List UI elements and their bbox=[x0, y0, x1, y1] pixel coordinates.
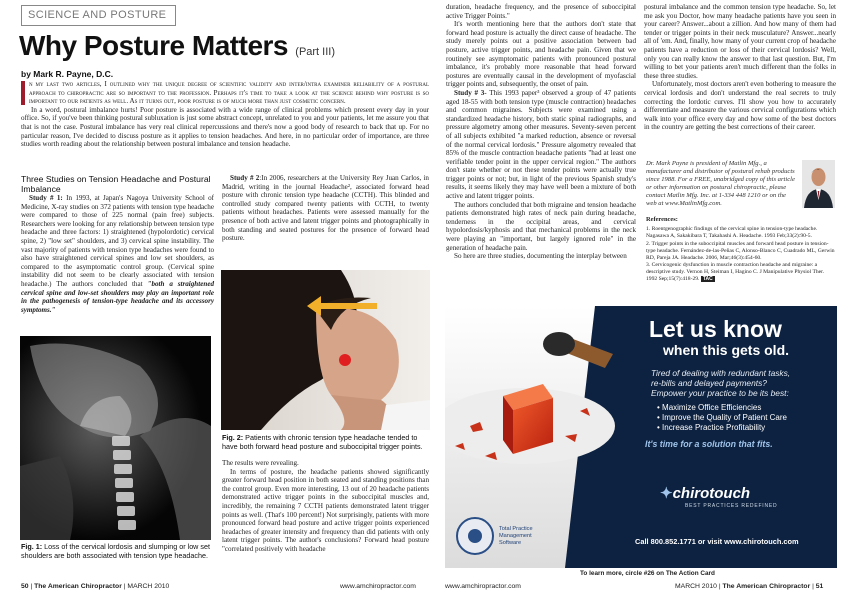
issue-date-left: MARCH 2010 bbox=[127, 583, 170, 590]
brand-name: chirotouch bbox=[672, 485, 751, 502]
reference-item: 1. Roentgenographic findings of the cervical spine in tension-type headache. Nagasawa A, Sakakibara T, Takahashi A. Headache. 1993 Feb;33(2):90-5. bbox=[646, 225, 818, 239]
xray-image bbox=[20, 336, 211, 540]
study-1-text: In 1993, at Japan's Nagoya University School of Medicine, X-ray studies on 372 patients with tension type headache were compared to those of 225 normal (pain free) subjects. Researchers were looking for any relationship between tension type headache and three factors: 1) straightened (hypolordotic) cervical spine, 2) "low set" shoulders, and 3) cervical spine instability. The vast majority of patients with tension type headaches were found to also have straightened cervical spines and low set shoulders, as compared to the asymptomatic control group. (Cervical spine instability did not seem to be clearly associated with tension headache.) The authors concluded that bbox=[21, 194, 215, 288]
results-paragraph: The results were revealing. bbox=[222, 459, 299, 467]
study-2-text: :In 2006, researchers at the University Rey Juan Carlos, in Madrid, writing in the journal Headache², associated forward head posture with chronic tension type headache (CCTH). This blinded and controlled study compared twenty patients with CCTH, to twenty patients without headaches. Patients were assessed manually for the presence of both active and latent trigger points and photographically in both standing and seated postures for the presence of forward head posture. bbox=[222, 174, 429, 243]
action-card-note: To learn more, circle #26 on The Action Card bbox=[580, 570, 715, 577]
study-2-label: Study # 2 bbox=[230, 174, 260, 182]
ad-bullet-text: Increase Practice Profitability bbox=[662, 423, 766, 432]
issue-date-right: MARCH 2010 bbox=[675, 583, 717, 590]
study-1-quote: "both a straightened cervical spine and low-set shoulders may play an important role in the pathogenesis of tension-type headache and its accessory symptoms." bbox=[21, 279, 215, 314]
col3-paragraph-5: So here are three studies, documenting the interplay between bbox=[454, 252, 627, 261]
author-bio: Dr. Mark Payne is president of Matlin Mfg., a manufacturer and distributor of postural rehab products since 1988. For a FREE, unabridged copy of this article or other information on postural chiropractic, please contact Matlin Mfg. Inc. at 1-334 448 1210 or on the web at www.MatlinMfg.com. bbox=[646, 160, 795, 207]
brand-slogan: BEST PRACTICES REDEFINED bbox=[685, 503, 778, 509]
chirotouch-mark-icon: ✦ bbox=[660, 485, 673, 502]
study-2-paragraph bbox=[222, 174, 429, 243]
study-1-label: Study # 1: bbox=[29, 194, 63, 202]
chirotouch-logo bbox=[660, 484, 750, 503]
figure-2-caption bbox=[222, 434, 430, 451]
folio-left: 50 | The American Chiropractor | MARCH 2010 bbox=[21, 583, 170, 590]
reference-item bbox=[646, 262, 836, 283]
section-tag: SCIENCE AND POSTURE bbox=[21, 5, 176, 26]
column-2 bbox=[222, 174, 429, 243]
forward-arrow-shaft bbox=[315, 303, 377, 309]
reference-text: 3. Cervicogenic dysfunction in muscle contraction headache and migraine: a descriptive study. Vernon H, Steiman I, Hagino C. J Manipulative Physiol Ther. 1992 Sep;15(7):418-29. bbox=[646, 262, 825, 283]
ad-headline-2: when this gets old. bbox=[663, 342, 790, 358]
intro-paragraph-1: n my last two articles, I outlined why the unique degree of scientific validity and inter/intra examiner reliability of a postural approach to chiropractic are so important to the profession. Perhaps it's time to take a look at the science behind why posture is so important to our patients as well. As it turns out, poor posture is of much more than just cosmetic concern. bbox=[29, 80, 429, 106]
study-3-paragraph bbox=[446, 89, 636, 201]
section-heading: Three Studies on Tension Headache and Postural Imbalance bbox=[21, 174, 211, 194]
badge-line-3: Software bbox=[499, 540, 522, 546]
column-1 bbox=[21, 194, 214, 314]
title-main: Why Posture Matters bbox=[19, 30, 288, 61]
xray-illustration bbox=[20, 336, 211, 540]
intro-paragraph-2: In a word, postural imbalance hurts! Poor posture is associated with a wide range of clinical problems which present every day in your office. So, if you've been thinking postural subluxation is just some abstract concept, unrelated to you and your patients, let me assure you that that is not the case. Postural imbalance has very real clinical repercussions and there's now a good body of research to back that up. For no particular reason, I've decided to discuss posture as it applies to tension headaches. And here, in no particular order of importance, are three studies worth reading about the relationship between postural imbalance and tension headache. bbox=[21, 105, 429, 149]
ad-subhead-1: Tired of dealing with redundant tasks, bbox=[651, 368, 791, 378]
column-4 bbox=[644, 3, 836, 132]
study-1-paragraph bbox=[21, 194, 214, 314]
url-left: www.amchiropractor.com bbox=[340, 583, 416, 590]
title-sub: (Part III) bbox=[295, 46, 336, 58]
page-number-right: 51 bbox=[815, 583, 824, 590]
fig-2-label: Fig. 2: bbox=[222, 433, 244, 442]
study-3-text: This 1993 paper³ observed a group of 47 patients aged 18-55 with both tension type (muscle contraction) headaches and common migraines. Subjects were examined using a standardized headache history, both static spinal radiographs, and pressure algometry among other measures. Seventy-seven percent of all subjects exhibited "a marked reduction, absence or reversal of the normal cervical lordosis." Pressure algometry revealed that 85% of the muscle contraction headache patients "had at least one verifiable tender point in the upper cervical region." The authors don't state whether or not these tender points were actually true trigger points or not; but, in light of the previous Spanish study's results, it seems likely they may have well been a mixture of both active and latent trigger points. bbox=[446, 88, 636, 201]
trigger-point-marker bbox=[339, 354, 351, 366]
ad-phone-cta[interactable]: Call 800.852.1771 or visit www.chirotouch.com bbox=[635, 537, 799, 546]
ad-tagline: It's time for a solution that fits. bbox=[645, 439, 773, 449]
ad-subhead-3: Empower your practice to be its best: bbox=[651, 388, 789, 398]
url-right: www.amchiropractor.com bbox=[445, 583, 521, 590]
col3-paragraph-4: The authors concluded that both migraine and tension headache patients demonstrated high rates of neck pain during headache, tenderness in the occipital areas, and cervical hypolordosis/kyphosis and that mechanical problems in the neck were playing an "important, but largely ignored role" in the generation of headache pain. bbox=[446, 200, 636, 252]
page-number-left: 50 bbox=[21, 583, 29, 590]
col4-paragraph-2: Unfortunately, most doctors aren't even bothering to measure the cervical lordosis and don't understand the real secrets to truly correcting the lordotic curves. I'll show you how to accurately differentiate and measure the various cervical configurations which walk into your office every day and how some of the best doctors in the country are getting the best corrections of their career. bbox=[644, 80, 836, 132]
posture-photo-illustration bbox=[221, 270, 430, 430]
ad-bullet-text: Improve the Quality of Patient Care bbox=[662, 413, 787, 422]
col3-paragraph-1: duration, headache frequency, and the presence of suboccipital active Trigger Points." bbox=[446, 3, 636, 20]
byline: by Mark R. Payne, D.C. bbox=[21, 69, 114, 79]
chirotouch-advertisement[interactable] bbox=[445, 306, 837, 568]
magazine-name-left: The American Chiropractor bbox=[34, 583, 122, 590]
results-detail-paragraph: In terms of posture, the headache patients showed significantly greater forward head position in both seated and standing positions than the control group. Even more interesting, 13 out of 20 headache patients demonstrated active trigger points in the suboccipital muscles and, incredibly, the remaining 7 CCTH patients demonstrated latent trigger points as well. (That's 100 percent!) Not surprisingly, patients with more pronounced forward head posture and active trigger points experienced headaches of greater intensity and frequency than did patients with only latent trigger points. The author's conclusions? Forward head posture "correlated positively with headache bbox=[222, 467, 429, 553]
fig-1-label: Fig. 1: bbox=[21, 542, 43, 551]
ad-bullet: • Maximize Office Efficiencies bbox=[657, 403, 762, 412]
badge-line-2: Management bbox=[499, 533, 532, 539]
ad-subhead-2: re-bills and delayed payments? bbox=[651, 378, 767, 388]
intro bbox=[21, 80, 429, 149]
references-heading: References: bbox=[646, 216, 678, 223]
headshot-illustration bbox=[802, 160, 835, 208]
ad-headline-1: Let us know bbox=[649, 316, 782, 342]
posture-photo bbox=[221, 270, 430, 430]
fig-2-text: Patients with chronic tension type headache tended to have both forward head posture and suboccipital trigger points. bbox=[222, 433, 423, 451]
author-headshot bbox=[802, 160, 835, 208]
col4-paragraph-1: postural imbalance and the common tension type headache. So, let me ask you Doctor, how many headache patients have you seen in your career? Answer...about a zillion. And how many of them had tender or trigger points in their neck musculature? Answer...nearly all of 'em. And, finally, how many of your current crop of headache patients have a reduction or loss of their cervical lordosis? Well, only you can really know the answer to that last question. But, I'm willing to bet your patients aren't much different than the folks in these three studies. bbox=[644, 3, 836, 80]
col3-paragraph-2: It's worth mentioning here that the authors don't state that forward head posture is actually the direct cause of headache. The study merely points out a positive association between bad posture, active trigger points, and headache pain. Given that we routinely see asymptomatic patients with pronounced postural imbalance, it's probably more reasonable that head forward postures are eventually causal in the development of myofascial trigger points and, subsequently, the onset of pain. bbox=[446, 20, 636, 89]
column-2-continued bbox=[222, 459, 429, 554]
reference-item: 2. Trigger points in the suboccipital muscles and forward head posture in tension-type headache. Fernández-de-las-Peñas C, Alonso-Blanco C, Cuadrado ML, Gerwin RD, Pareja JA. Headache. 2006, Mar;46(3):454-60. bbox=[646, 240, 835, 261]
article-title bbox=[19, 30, 335, 62]
column-3 bbox=[446, 3, 636, 261]
tac-end-mark: TAC bbox=[702, 276, 713, 283]
fig-1-text: Loss of the cervical lordosis and slumping or low set shoulders are both associated with tension type headache. bbox=[21, 542, 210, 560]
badge-line-1: Total Practice bbox=[499, 526, 533, 532]
ad-bullet-text: Maximize Office Efficiencies bbox=[662, 403, 762, 412]
ad-bullet: • Improve the Quality of Patient Care bbox=[657, 413, 787, 422]
ad-bullet: • Increase Practice Profitability bbox=[657, 423, 766, 432]
references bbox=[646, 217, 836, 283]
folio-right: MARCH 2010 | The American Chiropractor | 51 bbox=[675, 583, 824, 590]
drop-cap-bar bbox=[21, 81, 25, 105]
study-3-label: Study # 3- bbox=[454, 88, 487, 97]
magazine-name-right: The American Chiropractor bbox=[722, 583, 811, 590]
figure-1-caption bbox=[21, 543, 213, 560]
